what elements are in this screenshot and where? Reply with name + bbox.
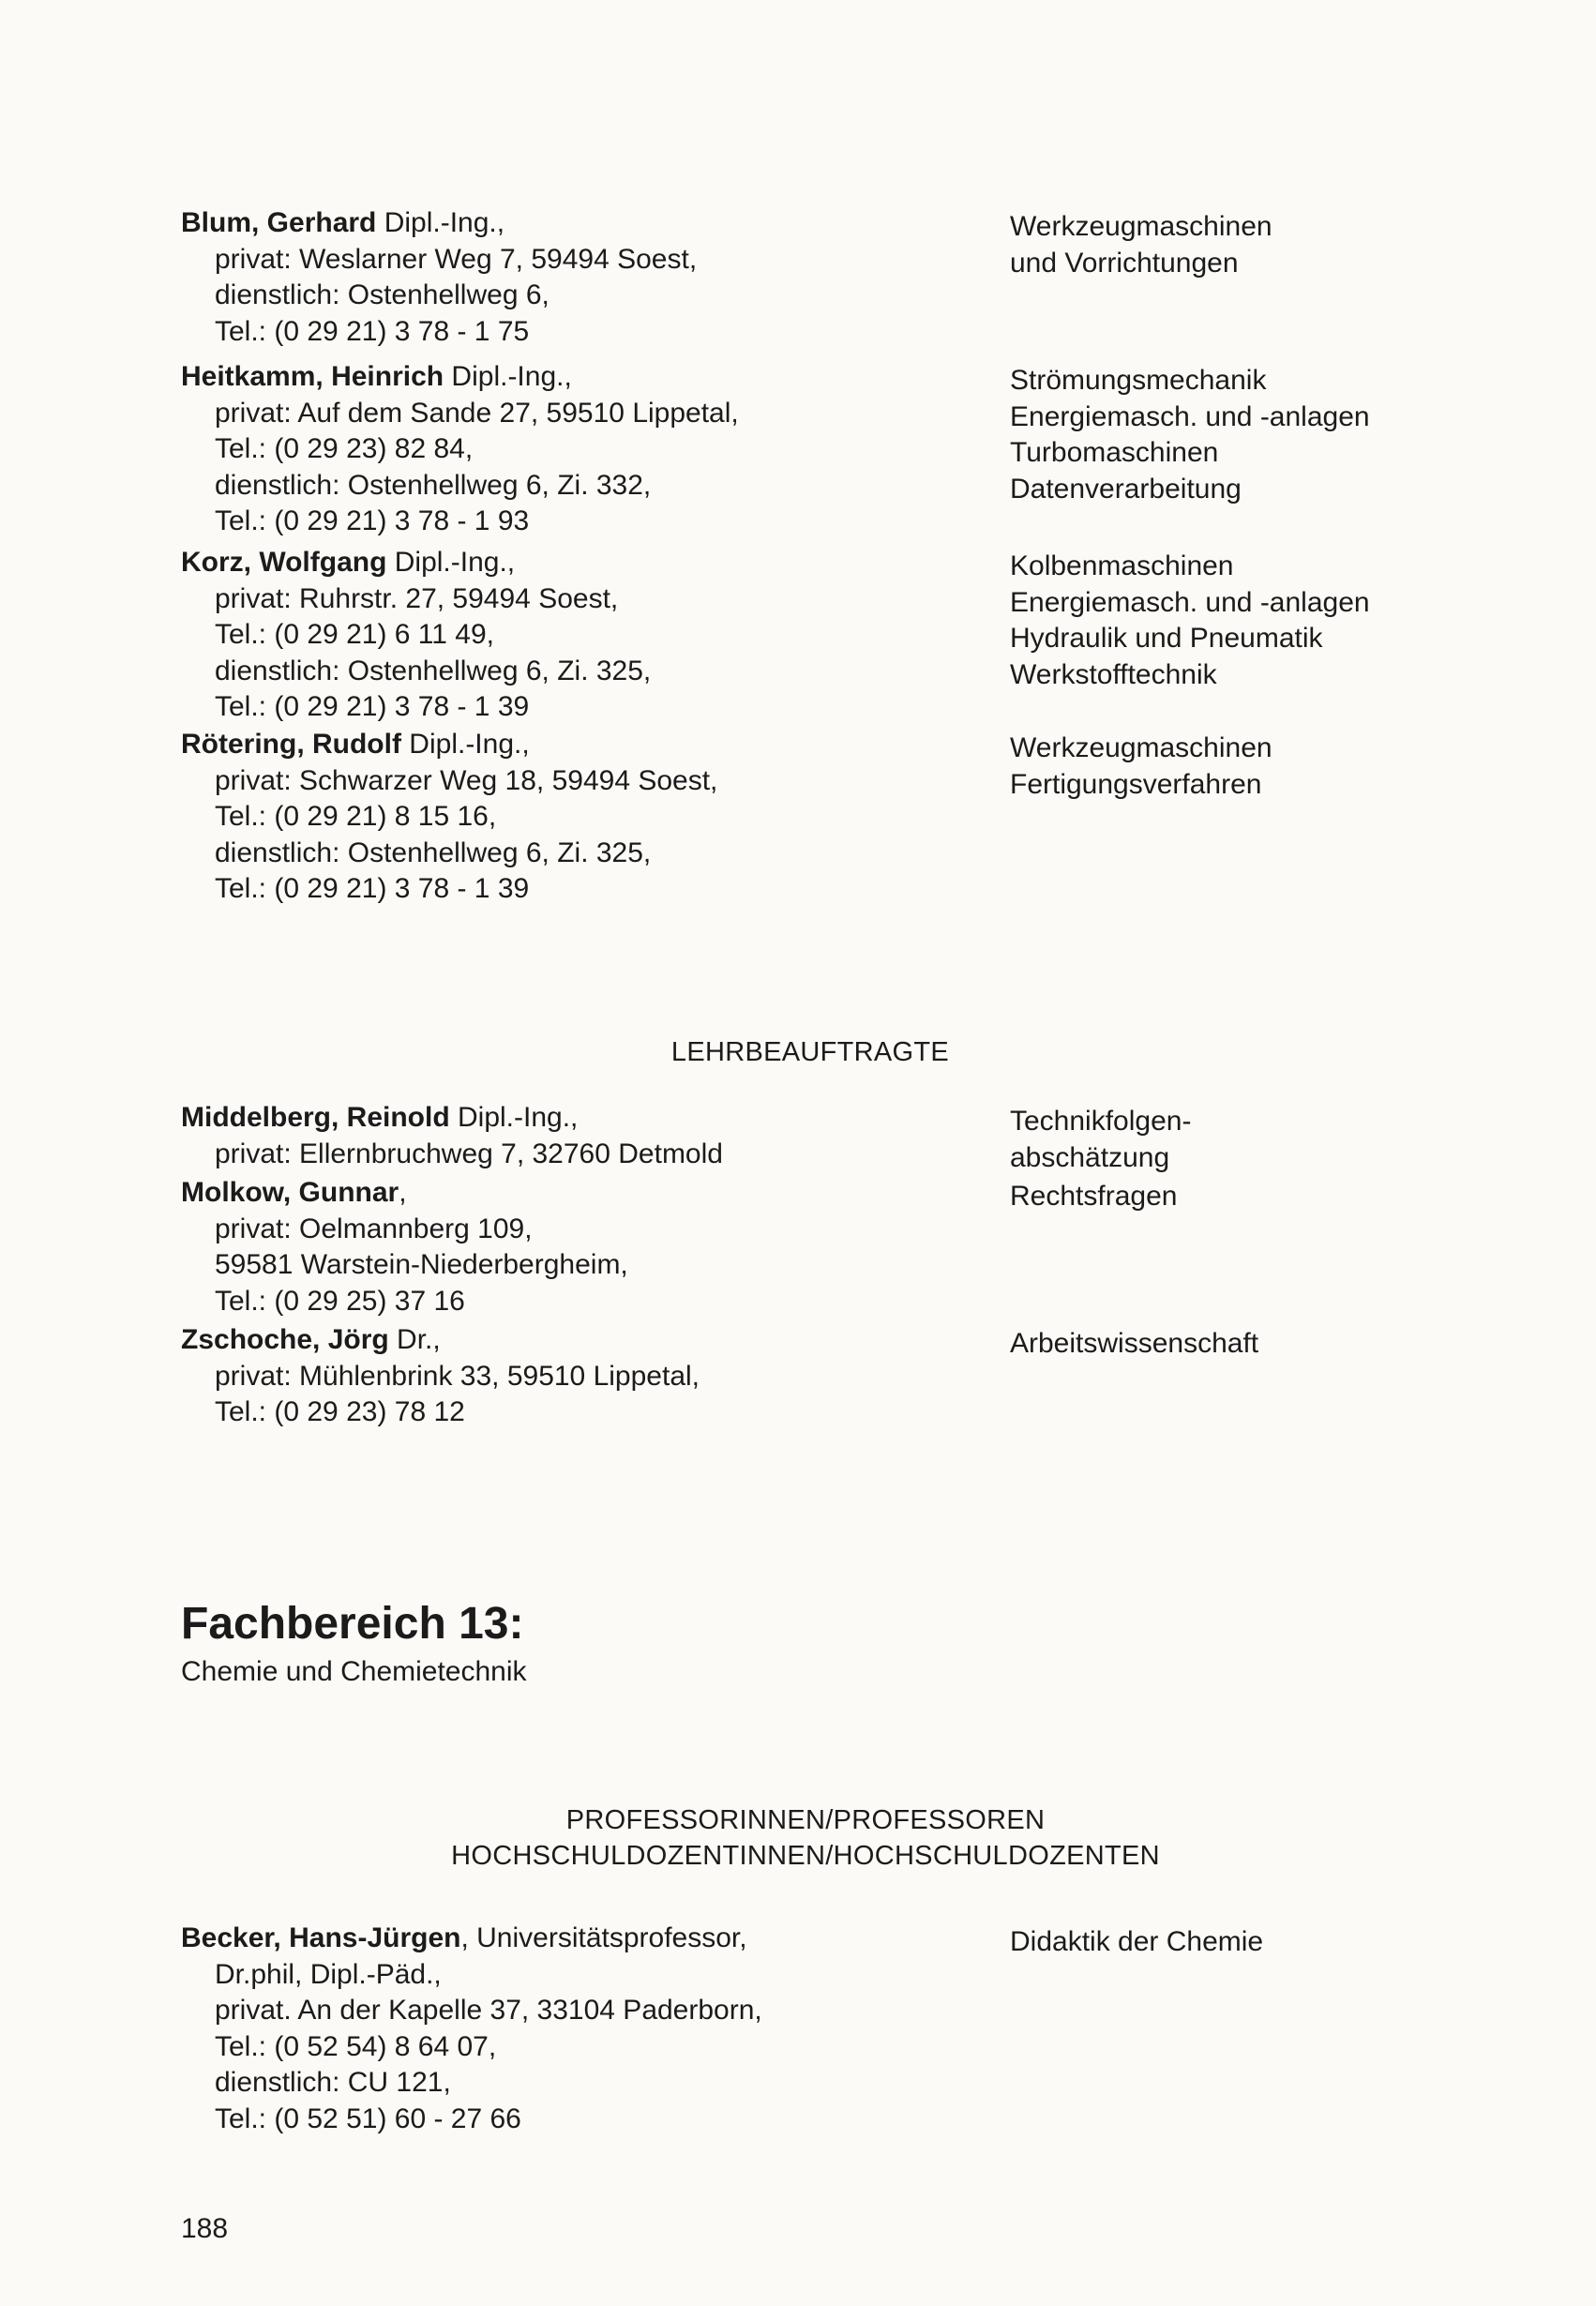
entry-line: privat: Oelmannberg 109,	[215, 1213, 533, 1244]
entry-line: Tel.: (0 52 51) 60 - 27 66	[215, 2103, 521, 2134]
subject-list	[1010, 363, 1535, 507]
entry-line: Tel.: (0 29 21) 3 78 - 1 39	[215, 873, 530, 904]
entry-line: privat: Ruhrstr. 27, 59494 Soest,	[215, 582, 619, 614]
page-number: 188	[181, 2213, 229, 2244]
staff-entry	[181, 205, 1006, 350]
person-title: Dipl.-Ing.,	[400, 729, 530, 760]
section-heading-lehrbeauftragte: LEHRBEAUFTRAGTE	[670, 1037, 950, 1067]
subject-list	[1010, 1924, 1535, 1961]
entry-line: privat: Auf dem Sande 27, 59510 Lippetal,	[215, 397, 739, 429]
staff-entry	[181, 727, 1006, 908]
fachbereich-title: Fachbereich 13:	[181, 1599, 524, 1649]
subject-item: Technikfolgen-	[1010, 1106, 1192, 1137]
person-name: Zschoche, Jörg	[181, 1324, 389, 1355]
entry-line: Tel.: (0 29 21) 8 15 16,	[215, 801, 497, 832]
person-title: Dr.,	[388, 1324, 441, 1355]
person-name: Becker, Hans-Jürgen	[181, 1922, 461, 1953]
person-name: Heitkamm, Heinrich	[181, 361, 444, 392]
subject-list	[1010, 731, 1535, 803]
entry-line: privat: Ellernbruchweg 7, 32760 Detmold	[215, 1138, 723, 1169]
person-title: Dipl.-Ing.,	[449, 1102, 579, 1133]
entry-line: Dr.phil, Dipl.-Päd.,	[215, 1958, 442, 1990]
entry-line: privat: Schwarzer Weg 18, 59494 Soest,	[215, 764, 718, 796]
entry-line: 59581 Warstein-Niederbergheim,	[215, 1249, 628, 1280]
subject-item: Datenverarbeitung	[1010, 473, 1242, 505]
entry-line: Tel.: (0 29 25) 37 16	[215, 1285, 465, 1317]
staff-entry	[181, 1921, 1006, 2137]
entry-line: privat: Mühlenbrink 33, 59510 Lippetal,	[215, 1360, 700, 1392]
entry-line: Tel.: (0 29 23) 78 12	[215, 1396, 465, 1427]
entry-line: privat. An der Kapelle 37, 33104 Paderborn,	[215, 1995, 762, 2026]
subject-item: Werkstofftechnik	[1010, 658, 1217, 690]
subject-list	[1010, 209, 1535, 281]
person-title: Dipl.-Ing.,	[386, 547, 516, 578]
section-heading-hochschuldozenten: HOCHSCHULDOZENTINNEN/HOCHSCHULDOZENTEN	[451, 1841, 1160, 1871]
subject-list	[1010, 1179, 1535, 1215]
entry-line: dienstlich: CU 121,	[215, 2067, 451, 2098]
subject-list	[1010, 1104, 1535, 1176]
subject-item: Rechtsfragen	[1010, 1181, 1178, 1212]
staff-entry	[181, 1100, 1006, 1172]
staff-entry	[181, 359, 1006, 540]
subject-item: abschätzung	[1010, 1141, 1170, 1173]
entry-line: dienstlich: Ostenhellweg 6, Zi. 325,	[215, 655, 652, 686]
fachbereich-subtitle: Chemie und Chemietechnik	[181, 1656, 527, 1687]
person-name: Molkow, Gunnar	[181, 1177, 399, 1208]
subject-list	[1010, 549, 1535, 693]
entry-line: Tel.: (0 29 21) 3 78 - 1 75	[215, 315, 530, 347]
subject-item: Strömungsmechanik	[1010, 365, 1267, 396]
subject-item: Didaktik der Chemie	[1010, 1926, 1264, 1957]
subject-item: Kolbenmaschinen	[1010, 550, 1234, 581]
subject-item: und Vorrichtungen	[1010, 247, 1239, 279]
staff-entry	[181, 1175, 1006, 1319]
person-name: Korz, Wolfgang	[181, 547, 387, 578]
entry-line: dienstlich: Ostenhellweg 6, Zi. 332,	[215, 469, 652, 501]
entry-line: dienstlich: Ostenhellweg 6, Zi. 325,	[215, 836, 652, 868]
entry-line: Tel.: (0 52 54) 8 64 07,	[215, 2030, 497, 2062]
person-title: , Universitätsprofessor,	[460, 1922, 747, 1953]
section-heading-professoren: PROFESSORINNEN/PROFESSOREN	[565, 1805, 1046, 1835]
person-title: Dipl.-Ing.,	[376, 207, 505, 238]
entry-line: Tel.: (0 29 21) 6 11 49,	[215, 619, 494, 650]
person-name: Rötering, Rudolf	[181, 729, 401, 760]
subject-item: Energiemasch. und -anlagen	[1010, 400, 1370, 432]
subject-item: Hydraulik und Pneumatik	[1010, 623, 1323, 654]
person-title: ,	[399, 1177, 407, 1208]
entry-line: privat: Weslarner Weg 7, 59494 Soest,	[215, 243, 698, 275]
entry-line: Tel.: (0 29 21) 3 78 - 1 39	[215, 691, 530, 722]
subject-item: Energiemasch. und -anlagen	[1010, 586, 1370, 618]
entry-line: Tel.: (0 29 21) 3 78 - 1 93	[215, 505, 530, 536]
staff-entry	[181, 1322, 1006, 1431]
person-title: Dipl.-Ing.,	[444, 361, 572, 392]
subject-item: Fertigungsverfahren	[1010, 768, 1262, 800]
subject-item: Arbeitswissenschaft	[1010, 1328, 1259, 1359]
subject-list	[1010, 1326, 1535, 1363]
subject-item: Turbomaschinen	[1010, 437, 1219, 468]
person-name: Blum, Gerhard	[181, 207, 377, 238]
entry-line: dienstlich: Ostenhellweg 6,	[215, 279, 550, 310]
person-name: Middelberg, Reinold	[181, 1102, 450, 1133]
staff-entry	[181, 545, 1006, 726]
subject-item: Werkzeugmaschinen	[1010, 211, 1272, 242]
subject-item: Werkzeugmaschinen	[1010, 732, 1272, 763]
entry-line: Tel.: (0 29 23) 82 84,	[215, 433, 474, 464]
